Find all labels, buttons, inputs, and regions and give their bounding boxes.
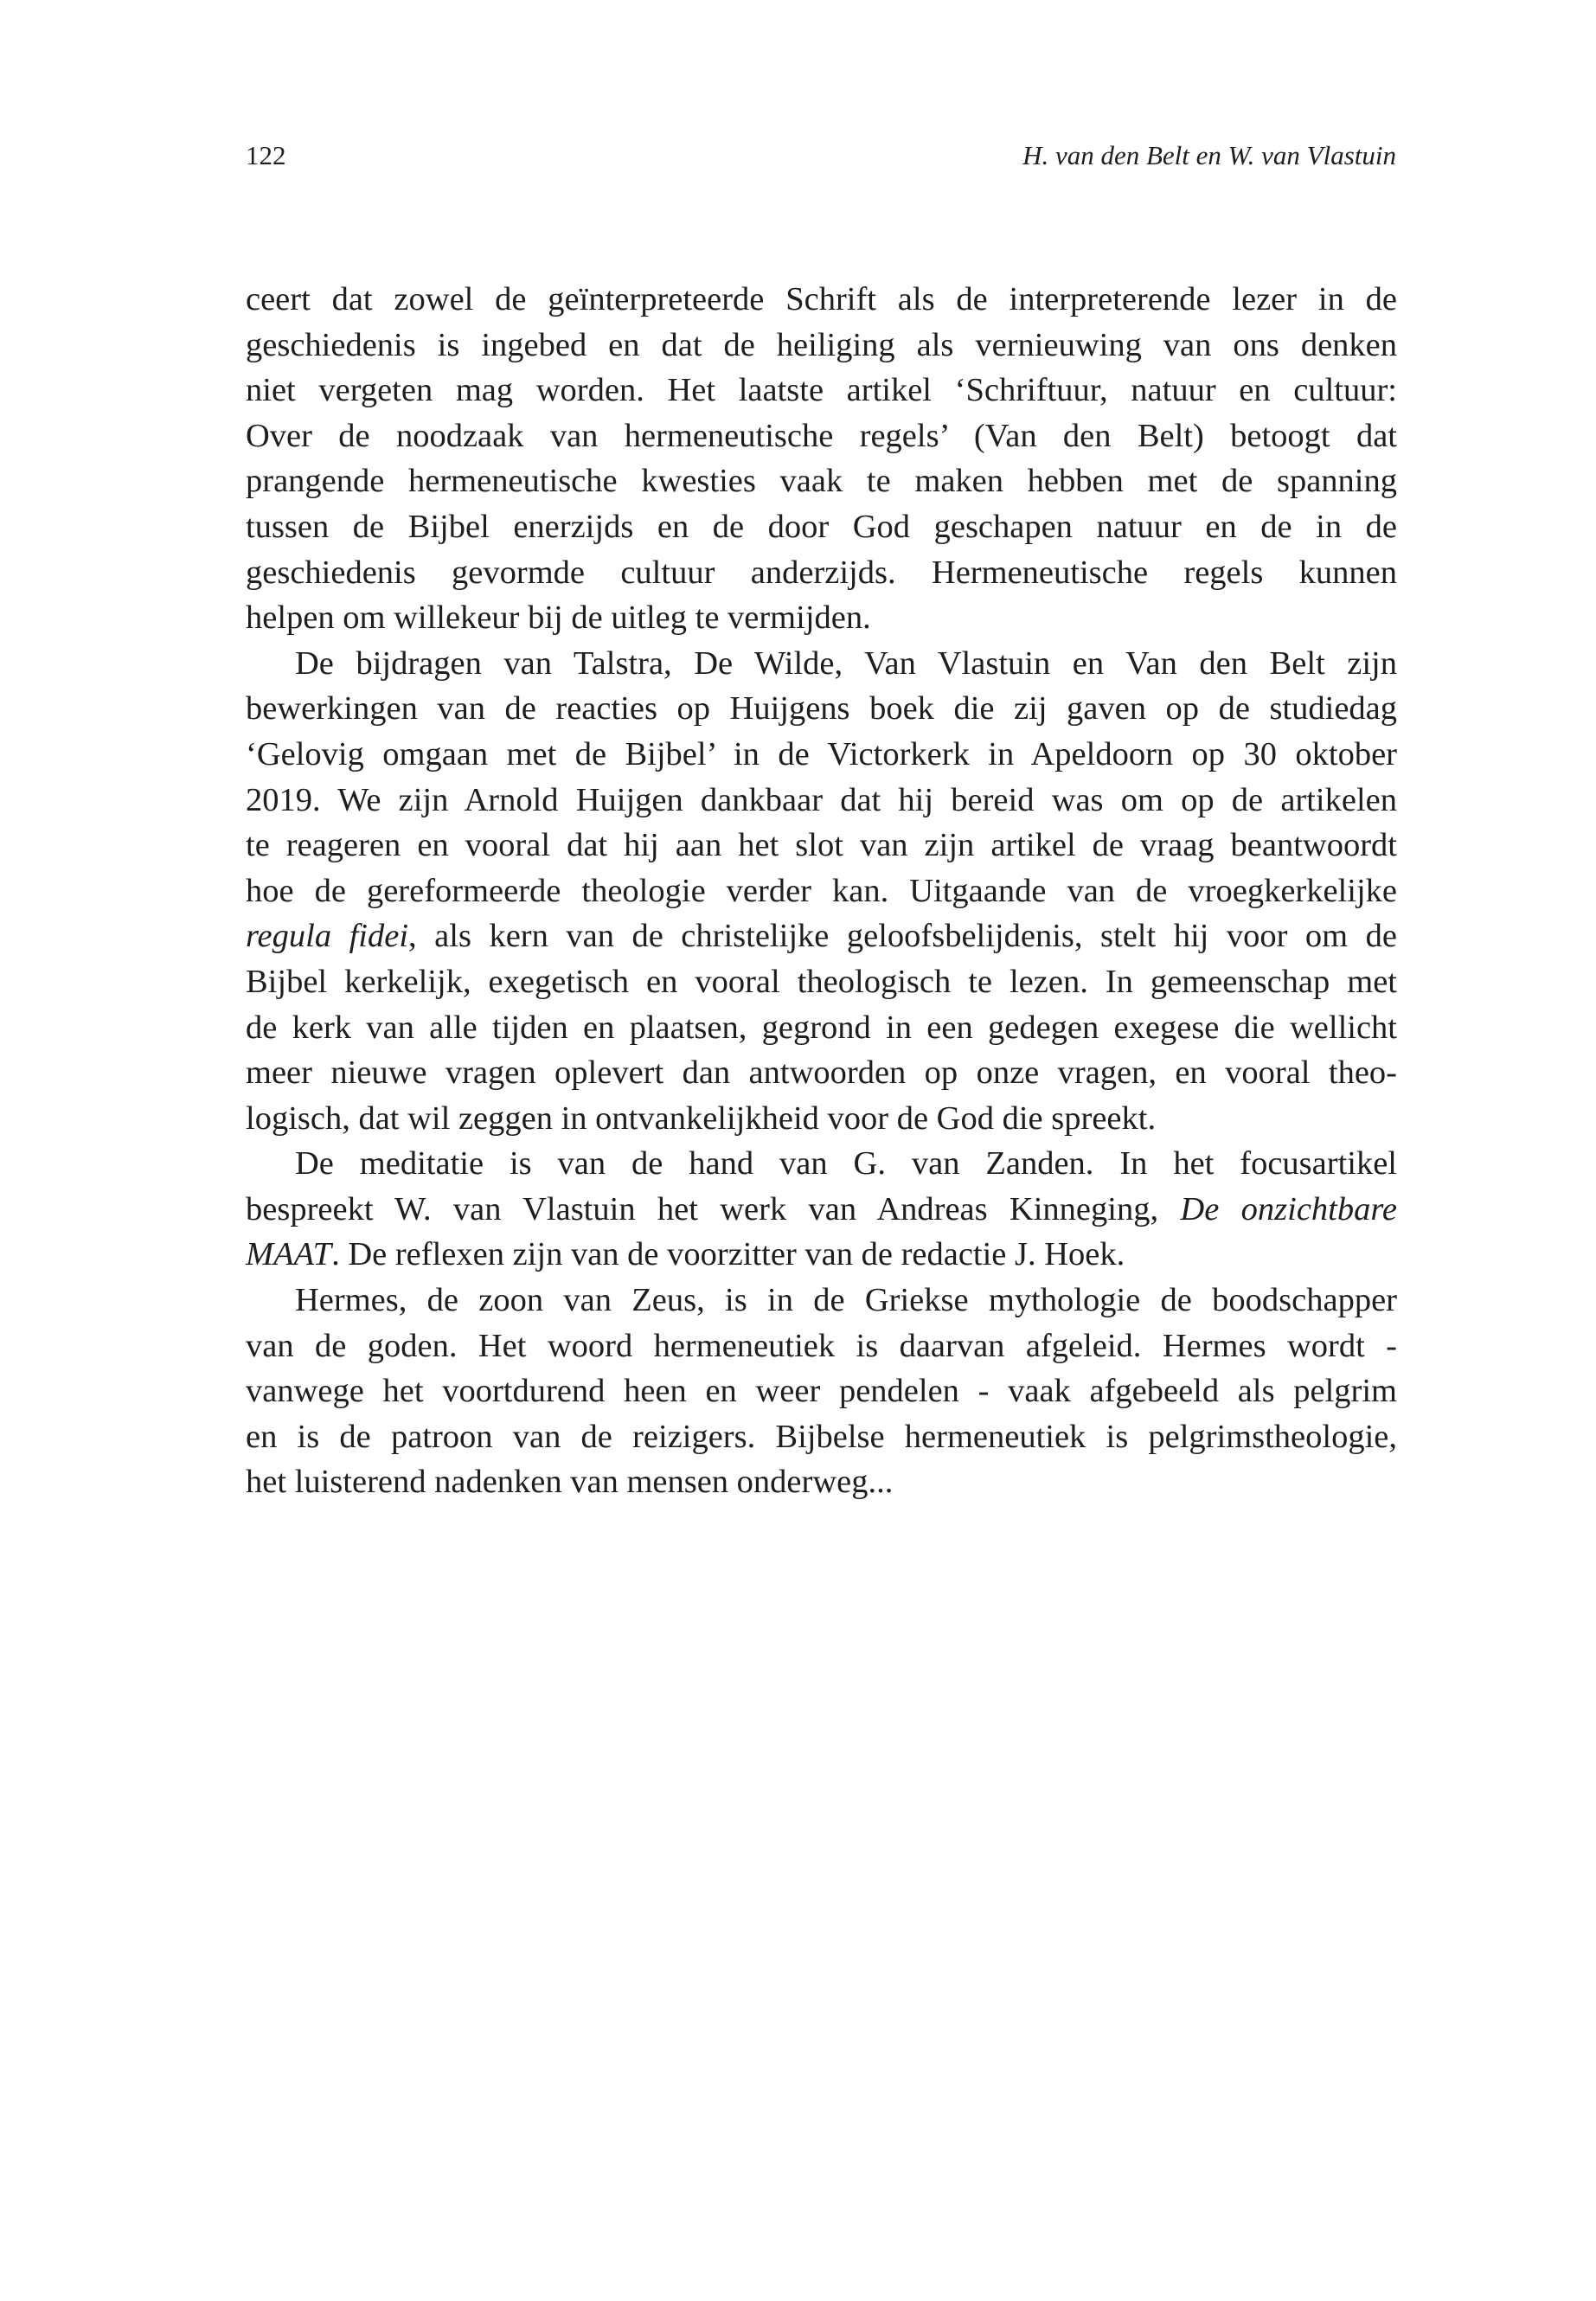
paragraph-1 bbox=[246, 277, 1397, 641]
page-number: 122 bbox=[246, 140, 286, 170]
italic-term: regula fidei bbox=[246, 918, 409, 955]
text-line: De meditatie is van de hand van G. van Zanden. In het focusartikel bbox=[295, 1145, 1397, 1183]
text-line: geschiedenis gevormde cultuur anderzijds. Hermeneutische regels kunnen bbox=[246, 554, 1397, 591]
text-line: 2019. We zijn Arnold Huijgen dankbaar dat hij bereid was om op de artikelen bbox=[246, 781, 1397, 818]
text-line: Bijbel kerkelijk, exegetisch en vooral theologisch te lezen. In gemeenschap met bbox=[246, 963, 1397, 1000]
paragraph-2 bbox=[246, 641, 1397, 1142]
italic-book-title: MAAT bbox=[246, 1236, 332, 1273]
text-line: tussen de Bijbel enerzijds en de door God geschapen natuur en de in de bbox=[246, 508, 1397, 545]
text-line bbox=[246, 913, 1397, 959]
text-line: vanwege het voortdurend heen en weer pendelen - vaak afgebeeld als pelgrim bbox=[246, 1373, 1397, 1410]
text-fragment: , als kern van de christelijke geloofsbelijdenis, stelt hij voor om de bbox=[408, 918, 1397, 955]
text-line bbox=[246, 1187, 1397, 1233]
text-line: Hermes, de zoon van Zeus, is in de Griekse mythologie de boodschapper bbox=[295, 1282, 1397, 1319]
text-line: meer nieuwe vragen oplevert dan antwoorden op onze vragen, en vooral theo- bbox=[246, 1054, 1397, 1092]
text-line: De bijdragen van Talstra, De Wilde, Van Vlastuin en Van den Belt zijn bbox=[295, 644, 1397, 682]
italic-book-title: De onzichtbare bbox=[1180, 1190, 1397, 1227]
text-line: en is de patroon van de reizigers. Bijbelse hermeneutiek is pelgrimstheologie, bbox=[246, 1418, 1397, 1455]
text-line: hoe de gereformeerde theologie verder kan. Uitgaande van de vroegkerkelijke bbox=[246, 872, 1397, 909]
text-fragment: . De reflexen zijn van de voorzitter van de redactie J. Hoek. bbox=[331, 1236, 1125, 1273]
paragraph-4 bbox=[246, 1278, 1397, 1505]
paragraph-3 bbox=[246, 1141, 1397, 1278]
text-line: ‘Gelovig omgaan met de Bijbel’ in de Victorkerk in Apeldoorn op 30 oktober bbox=[246, 735, 1397, 772]
text-line: helpen om willekeur bij de uitleg te vermijden. bbox=[246, 599, 871, 637]
text-line bbox=[246, 1232, 1397, 1278]
text-line: Over de noodzaak van hermeneutische regels’ (Van den Belt) betoogt dat bbox=[246, 417, 1397, 454]
text-line: prangende hermeneutische kwesties vaak te maken hebben met de spanning bbox=[246, 463, 1397, 500]
text-line: geschiedenis is ingebed en dat de heiliging als vernieuwing van ons denken bbox=[246, 326, 1397, 363]
header-authors: H. van den Belt en W. van Vlastuin bbox=[1022, 140, 1396, 170]
text-line: van de goden. Het woord hermeneutiek is daarvan afgeleid. Hermes wordt - bbox=[246, 1327, 1397, 1364]
text-line: het luisterend nadenken van mensen onderweg... bbox=[246, 1464, 894, 1501]
text-fragment: bespreekt W. van Vlastuin het werk van Andreas Kinneging, bbox=[246, 1190, 1181, 1227]
text-line: ceert dat zowel de geïnterpreteerde Schrift als de interpreterende lezer in de bbox=[246, 281, 1397, 317]
body-text bbox=[246, 277, 1397, 1505]
text-line: de kerk van alle tijden en plaatsen, gegrond in een gedegen exegese die wellicht bbox=[246, 1009, 1397, 1046]
text-line: niet vergeten mag worden. Het laatste artikel ‘Schriftuur, natuur en cultuur: bbox=[246, 372, 1397, 409]
text-line: bewerkingen van de reacties op Huijgens boek die zij gaven op de studiedag bbox=[246, 690, 1397, 727]
text-line: te reageren en vooral dat hij aan het slot van zijn artikel de vraag beantwoordt bbox=[246, 827, 1397, 864]
text-line: logisch, dat wil zeggen in ontvankelijkheid voor de God die spreekt. bbox=[246, 1099, 1157, 1137]
running-header bbox=[246, 137, 1396, 175]
